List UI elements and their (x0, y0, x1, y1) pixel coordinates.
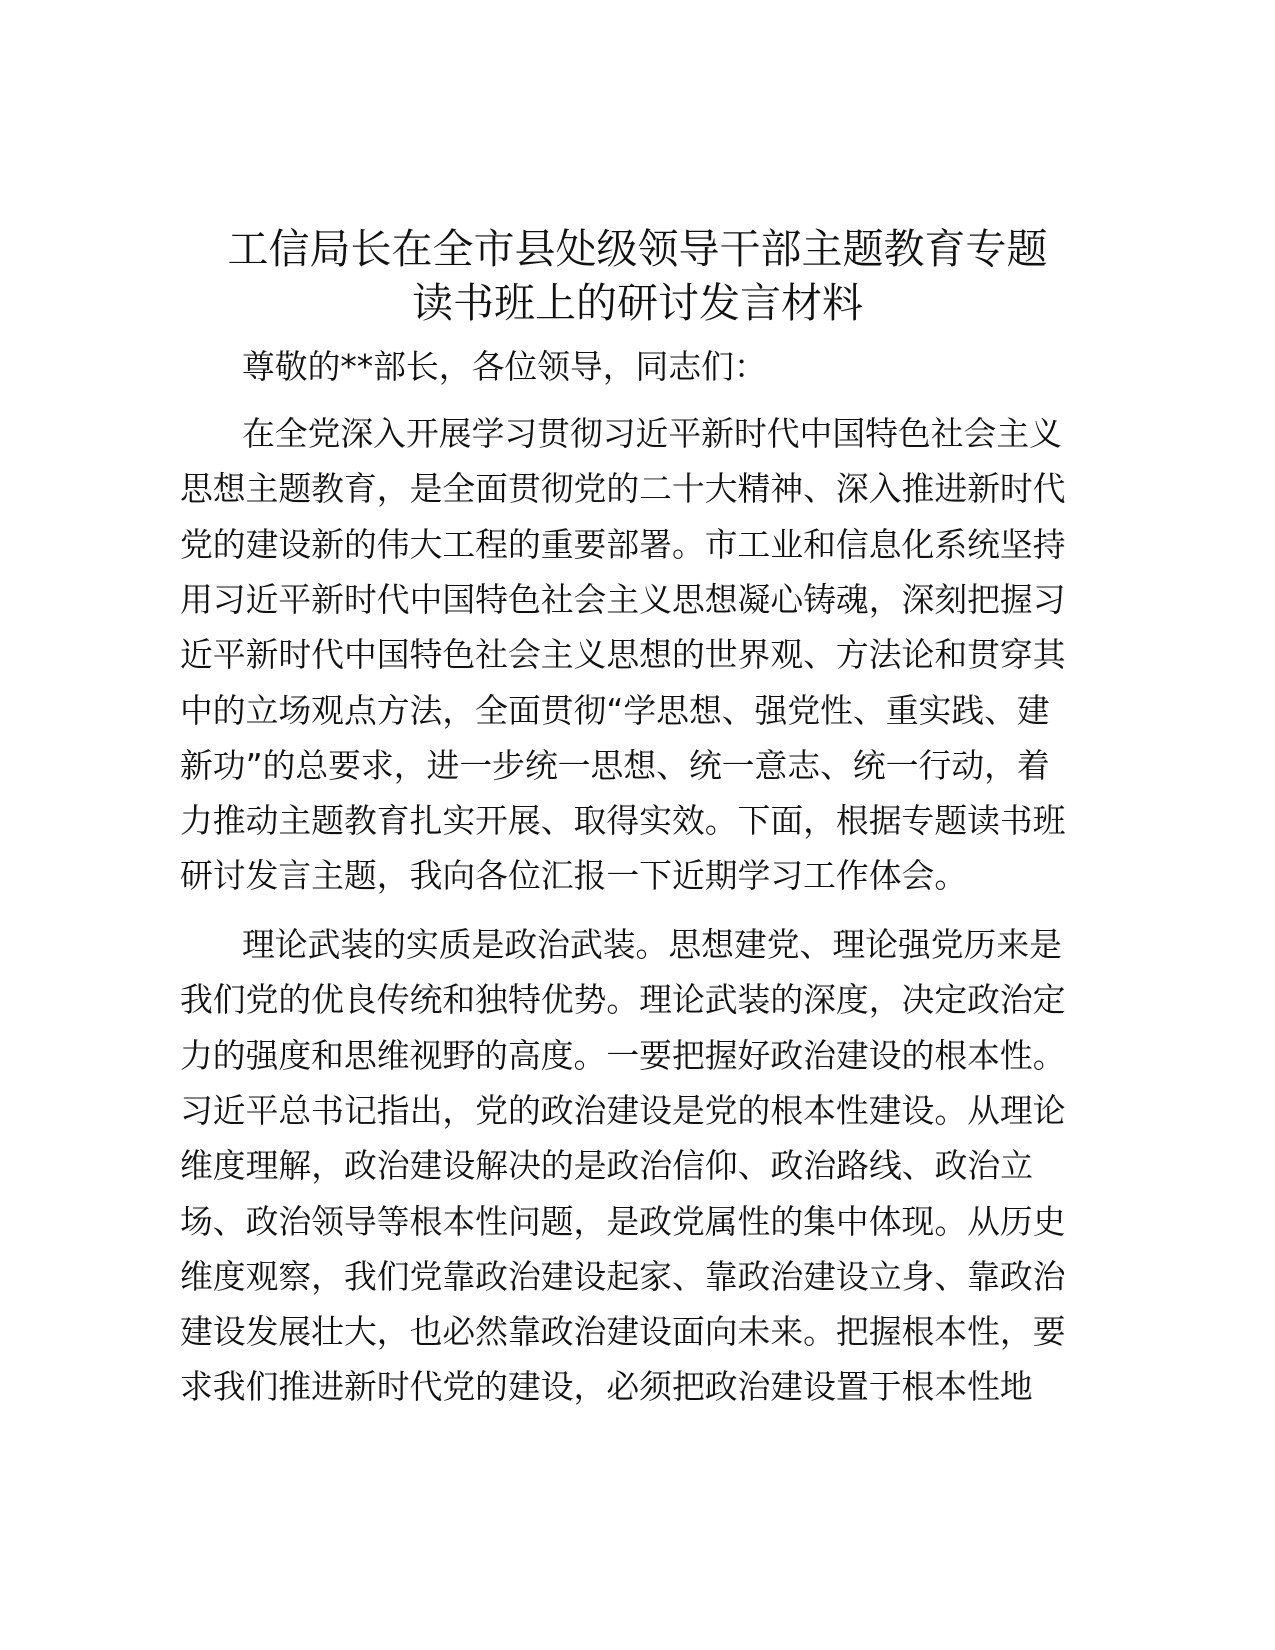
paragraph-line: 习近平总书记指出，党的政治建设是党的根本性建设。从理论 (180, 1091, 1066, 1130)
paragraph-line: 用习近平新时代中国特色社会主义思想凝心铸魂，深刻把握习 (180, 580, 1066, 619)
paragraph-line: 在全党深入开展学习贯彻习近平新时代中国特色社会主义 (242, 415, 1062, 453)
paragraph-line: 力推动主题教育扎实开展、取得实效。下面，根据专题读书班 (180, 802, 1066, 841)
paragraph-line: 维度理解，政治建设解决的是政治信仰、政治路线、政治立 (180, 1147, 1033, 1186)
paragraph-line: 建设发展壮大，也必然靠政治建设面向未来。把握根本性，要 (180, 1313, 1066, 1352)
document-title-line-2: 读书班上的研讨发言材料 (412, 279, 863, 327)
paragraph-line: 思想主题教育，是全面贯彻党的二十大精神、深入推进新时代 (180, 470, 1066, 509)
paragraph-line: 理论武装的实质是政治武装。思想建党、理论强党历来是 (242, 926, 1062, 964)
paragraph-line: 求我们推进新时代党的建设，必须把政治建设置于根本性地 (180, 1368, 1033, 1407)
document-title-line-1: 工信局长在全市县处级领导干部主题教育专题 (227, 225, 1048, 273)
paragraph-line: 我们党的优良传统和独特优势。理论武装的深度，决定政治定 (180, 981, 1066, 1020)
paragraph-line: 新功”的总要求，进一步统一思想、统一意志、统一行动，着 (180, 746, 1050, 785)
paragraph-line: 研讨发言主题，我向各位汇报一下近期学习工作体会。 (180, 857, 968, 896)
paragraph-line: 党的建设新的伟大工程的重要部署。市工业和信息化系统坚持 (180, 525, 1066, 564)
paragraph-line: 场、政治领导等根本性问题，是政党属性的集中体现。从历史 (180, 1202, 1066, 1241)
salutation: 尊敬的**部长，各位领导，同志们： (242, 348, 767, 386)
paragraph-line: 维度观察，我们党靠政治建设起家、靠政治建设立身、靠政治 (180, 1257, 1066, 1296)
paragraph-line: 力的强度和思维视野的高度。一要把握好政治建设的根本性。 (180, 1036, 1066, 1075)
paragraph-line: 近平新时代中国特色社会主义思想的世界观、方法论和贯穿其 (180, 636, 1066, 675)
paragraph-line: 中的立场观点方法，全面贯彻“学思想、强党性、重实践、建 (180, 691, 1050, 730)
